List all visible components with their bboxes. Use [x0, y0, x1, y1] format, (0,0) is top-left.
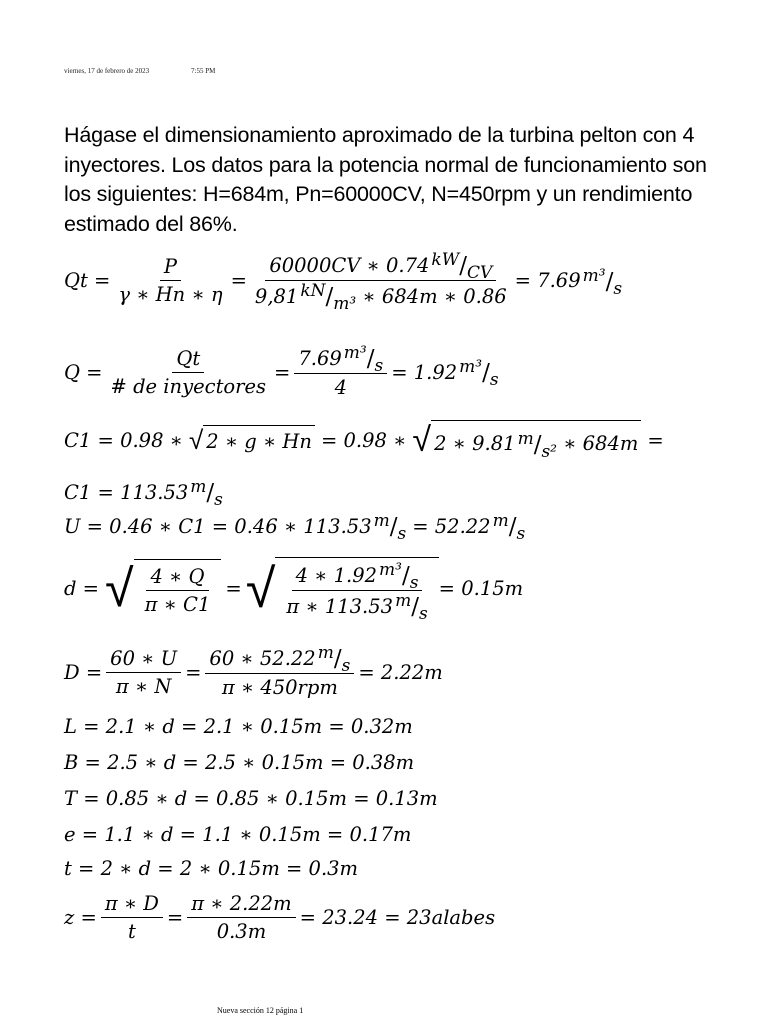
radicand: [275, 557, 438, 624]
unit: m/s: [373, 511, 407, 544]
c1-middle: = 0.98 ∗: [320, 428, 407, 452]
equals-sign: =: [274, 360, 291, 384]
denominator-value: 9,81: [254, 285, 299, 308]
fraction-numerator: π ∗ D: [101, 892, 163, 918]
equation-u: [64, 511, 526, 544]
square-root: [245, 557, 439, 624]
unit-top: m³: [379, 559, 402, 580]
denominator-value: π ∗ 113.53: [286, 594, 394, 618]
unit: m³/s: [459, 357, 499, 390]
unit-top: m: [517, 428, 534, 449]
c1-result-value: C1 = 113.53: [64, 480, 189, 504]
result-value: = 7.69: [514, 269, 581, 292]
unit-top: m³: [459, 357, 483, 377]
equals-sign: =: [225, 577, 242, 600]
unit-top: m: [317, 643, 334, 663]
page-footer: Nueva sección 12 página 1: [217, 1006, 304, 1015]
radical-icon: √: [412, 420, 432, 460]
z-lhs: z =: [64, 906, 97, 929]
u-result: = 52.22: [412, 514, 491, 538]
equals-sign: =: [185, 660, 202, 684]
fraction-denominator: π ∗ C1: [144, 592, 211, 616]
numerator-value: 7.69: [298, 347, 342, 370]
statement-line: los siguientes: H=684m, Pn=60000CV, N=450rpm y un rendimiento: [64, 182, 693, 206]
u-expression: U = 0.46 ∗ C1 = 0.46 ∗ 113.53: [64, 514, 372, 538]
unit-bottom: s: [418, 603, 428, 624]
denominator-value: ∗ 684m ∗ 0.86: [362, 285, 507, 308]
unit: m/s: [395, 590, 428, 624]
fraction-numerator: 60 ∗ U: [106, 647, 181, 673]
numerator-value: 60000CV ∗ 0.74: [269, 254, 430, 277]
unit-top: m³: [582, 265, 606, 286]
fraction-denominator: π ∗ N: [115, 674, 172, 698]
radical-icon: √: [245, 557, 276, 620]
equation-z: [64, 892, 495, 943]
unit-top: m: [492, 511, 509, 531]
z-fraction-2: [187, 892, 295, 943]
qt-fraction-1: [114, 255, 226, 306]
d-fraction-1: [141, 565, 215, 616]
fraction-numerator: [292, 559, 423, 593]
result-value: = 1.92: [391, 360, 458, 384]
q-lhs: Q =: [64, 360, 103, 384]
unit: m³/s: [379, 559, 419, 593]
fraction-numerator: [294, 345, 387, 374]
statement-line: inyectores. Los datos para la potencia normal de funcionamiento son: [64, 152, 707, 177]
unit: m/s: [190, 477, 223, 510]
result-value: = 2.22m: [358, 660, 443, 684]
statement-line: Hágase el dimensionamiento aproximado de la turbina pelton con 4: [64, 123, 695, 147]
fraction-numerator: 4 ∗ Q: [146, 565, 208, 591]
unit-bottom: m³: [333, 294, 357, 314]
numerator-value: 4 ∗ 1.92: [295, 563, 378, 587]
fraction-numerator: Qt: [172, 347, 204, 373]
big-d-lhs: D =: [64, 660, 103, 684]
statement-line: estimado del 86%.: [64, 211, 238, 236]
equation-big-d: [64, 645, 443, 699]
fraction-numerator: [205, 645, 354, 674]
d-fraction-2: [282, 559, 431, 624]
page-time: 7:55 PM: [191, 67, 216, 75]
radicand-value: 2 ∗ 9.81: [434, 432, 516, 455]
radicand: 2 ∗ g ∗ Hn: [203, 425, 315, 456]
equation-l: L = 2.1 ∗ d = 2.1 ∗ 0.15m = 0.32m: [64, 715, 413, 738]
numerator-value: 60 ∗ 52.22: [209, 647, 316, 670]
fraction-denominator: # de inyectores: [110, 374, 267, 398]
fraction-denominator: π ∗ 450rpm: [221, 676, 338, 699]
q-fraction-1: [107, 347, 270, 398]
fraction-denominator: 4: [334, 376, 347, 399]
big-d-fraction-2: [205, 645, 354, 699]
equation-q: [64, 345, 499, 399]
unit-bottom: s: [374, 356, 384, 376]
unit-bottom: s²: [541, 441, 557, 462]
z-fraction-1: [101, 892, 163, 943]
unit-bottom: CV: [466, 263, 493, 283]
c1-lhs: C1 = 0.98 ∗: [64, 428, 183, 452]
unit: m³/s: [582, 265, 623, 299]
unit-top: m: [373, 511, 390, 531]
q-fraction-2: [294, 345, 387, 399]
equation-qt: [64, 250, 623, 314]
fraction-denominator: [282, 590, 431, 624]
unit-top: m: [395, 590, 412, 611]
fraction-denominator: 0.3m: [216, 920, 267, 943]
equation-e: e = 1.1 ∗ d = 1.1 ∗ 0.15m = 0.17m: [64, 823, 412, 846]
big-d-fraction-1: [106, 647, 181, 698]
equals-sign: =: [230, 269, 247, 292]
fraction-numerator: π ∗ 2.22m: [187, 892, 295, 918]
unit: m/s: [317, 643, 351, 676]
radicand-value: ∗ 684m: [563, 432, 639, 455]
unit-top: kN: [300, 281, 326, 301]
unit: m³/s: [343, 343, 384, 376]
unit-bottom: s: [489, 370, 499, 390]
equals-sign: =: [647, 428, 664, 452]
unit-bottom: s: [409, 572, 419, 593]
unit-bottom: s: [516, 524, 526, 544]
equation-c1-result: [64, 477, 223, 510]
result-value: = 23.24 = 23alabes: [299, 906, 496, 929]
radicand: [134, 559, 222, 619]
square-root: [105, 559, 221, 619]
equation-t-big: T = 0.85 ∗ d = 0.85 ∗ 0.15m = 0.13m: [64, 787, 438, 810]
problem-statement: [64, 121, 764, 239]
unit-bottom: s: [613, 278, 623, 299]
unit-bottom: s: [214, 490, 223, 510]
equation-d: [64, 557, 524, 624]
fraction-numerator: P: [160, 255, 181, 281]
equation-t: t = 2 ∗ d = 2 ∗ 0.15m = 0.3m: [64, 857, 359, 880]
unit: kN/m³: [300, 281, 357, 314]
unit-top: m: [190, 477, 207, 497]
equation-c1: [64, 420, 664, 460]
unit: kW/CV: [431, 250, 493, 283]
square-root: [412, 420, 641, 460]
fraction-numerator: [265, 252, 496, 281]
qt-lhs: Qt =: [64, 269, 111, 292]
equation-b: B = 2.5 ∗ d = 2.5 ∗ 0.15m = 0.38m: [64, 751, 415, 774]
fraction-denominator: γ ∗ Hn ∗ η: [118, 283, 223, 306]
radical-icon: √: [105, 558, 134, 619]
unit-bottom: s: [397, 524, 407, 544]
fraction-denominator: t: [127, 920, 136, 943]
qt-fraction-2: [251, 250, 511, 314]
unit-bottom: s: [341, 656, 351, 676]
square-root: [189, 425, 315, 456]
radicand: [431, 420, 641, 460]
equals-sign: =: [166, 906, 184, 929]
fraction-denominator: [251, 281, 511, 314]
unit: m/s: [492, 511, 526, 544]
d-lhs: d =: [64, 577, 100, 600]
result-value: = 0.15m: [438, 577, 524, 600]
page-date: viernes, 17 de febrero de 2023: [64, 67, 150, 75]
radical-icon: √: [188, 425, 204, 456]
unit-top: kW: [431, 250, 460, 270]
unit: m/s²: [517, 428, 557, 462]
unit-top: m³: [343, 343, 367, 363]
